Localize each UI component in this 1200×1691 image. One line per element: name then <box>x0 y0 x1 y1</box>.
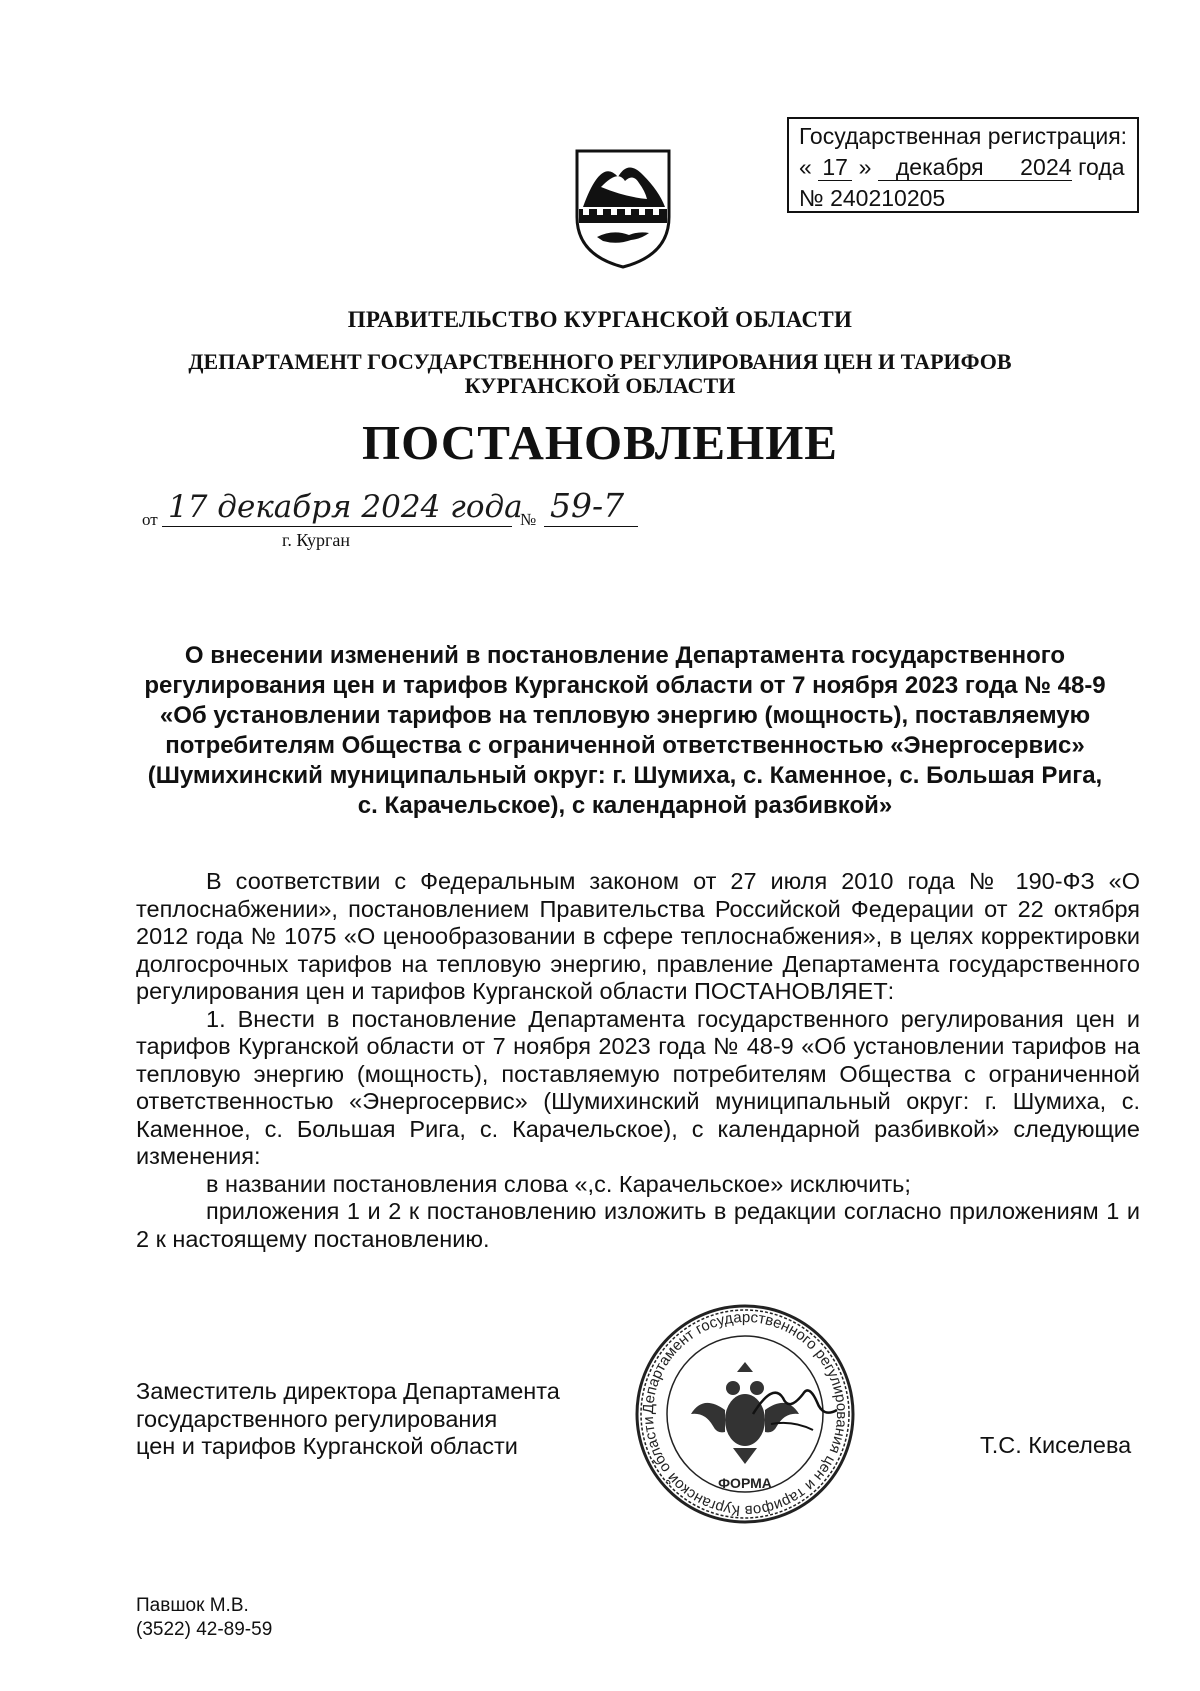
executor-phone: (3522) 42-89-59 <box>136 1619 273 1640</box>
change-1-paragraph: в названии постановления слова «,с. Карачельское» исключить; <box>206 1170 911 1197</box>
registration-month: декабря <box>878 154 1002 181</box>
subject-line: регулирования цен и тарифов Курганской области от 7 ноября 2023 года № 48-9 <box>144 672 1106 699</box>
coat-of-arms-emblem <box>573 147 673 271</box>
registration-day: 17 <box>818 154 852 181</box>
handwritten-date: 17 декабря 2024 года <box>168 489 523 525</box>
registration-title: Государственная регистрация: <box>799 123 1128 149</box>
change-2-paragraph: приложения 1 и 2 к постановлению изложить в редакции согласно приложениям 1 и 2 к настоящему постановлению. <box>136 1198 1140 1252</box>
subject-line: с. Карачельское), с календарной разбивкой» <box>357 792 893 819</box>
registration-box <box>787 117 1139 213</box>
registration-year: 24 <box>1045 154 1072 180</box>
handwritten-number: 59-7 <box>550 486 625 525</box>
official-seal <box>633 1302 857 1526</box>
department-heading-line1: ДЕПАРТАМЕНТ ГОСУДАРСТВЕННОГО РЕГУЛИРОВАНИЯ ЦЕН И ТАРИФОВ <box>188 349 1012 374</box>
preamble-paragraph: В соответствии с Федеральным законом от 27 июля 2010 года № 190-ФЗ «О теплоснабжении», постановлением Правительства Российской Федерации от 22 октября 2012 года № 1075 «О ценообразовании в сфере теплоснабжения», в целях корректировки долгосрочных тарифов на тепловую энергию, правление Департамента государственного регулирования цен и тарифов Курганской области ПОСТАНОВЛЯЕТ: <box>136 868 1140 1004</box>
registration-date-line: « 17 » декабря 2024 года <box>799 154 1125 180</box>
date-from-label: от <box>142 510 158 529</box>
number-label: № <box>520 510 537 529</box>
subject-line: О внесении изменений в постановление Департамента государственного <box>184 642 1066 669</box>
seal-ring-text: Департамент государственного регулирования цен и тарифов Курганской области <box>639 1308 851 1520</box>
registration-number-line: № 240210205 <box>799 185 1130 212</box>
seal-center-text: ФОРМА <box>718 1475 772 1491</box>
city-label: г. Курган <box>282 530 351 550</box>
registration-number: 240210205 <box>830 185 1130 212</box>
government-heading: ПРАВИТЕЛЬСТВО КУРГАНСКОЙ ОБЛАСТИ <box>347 307 853 332</box>
executor-info <box>136 1594 272 1642</box>
subject-line: (Шумихинский муниципальный округ: г. Шумиха, с. Каменное, с. Большая Рига, <box>147 762 1103 789</box>
number-underline <box>544 526 638 527</box>
date-underline <box>162 526 512 527</box>
subject-line: «Об установлении тарифов на тепловую энергию (мощность), поставляемую <box>159 702 1091 729</box>
document-type-title: ПОСТАНОВЛЕНИЕ <box>362 415 838 470</box>
subject-block <box>130 641 1120 821</box>
executor-name: Павшок М.В. <box>136 1595 249 1616</box>
body-text <box>136 868 1140 1253</box>
signatory-position: Заместитель директора Департамента государственного регулирования цен и тарифов Курганской области <box>136 1378 560 1459</box>
department-heading-line2: КУРГАНСКОЙ ОБЛАСТИ <box>464 373 736 398</box>
signatory-name: Т.С. Киселева <box>980 1432 1132 1458</box>
subject-line: потребителям Общества с ограниченной ответственностью «Энергосервис» <box>165 732 1085 759</box>
item-1-paragraph: 1. Внести в постановление Департамента государственного регулирования цен и тарифов Курганской области от 7 ноября 2023 года № 48-9 «Об установлении тарифов на тепловую энергию (мощность), поставляемую потребителям Общества с ограниченной ответственностью «Энергосервис» (Шумихинский муниципальный округ: г. Шумиха, с. Каменное, с. Большая Рига, с. Карачельское), с календарной разбивкой» следующие изменения: <box>136 1005 1140 1169</box>
